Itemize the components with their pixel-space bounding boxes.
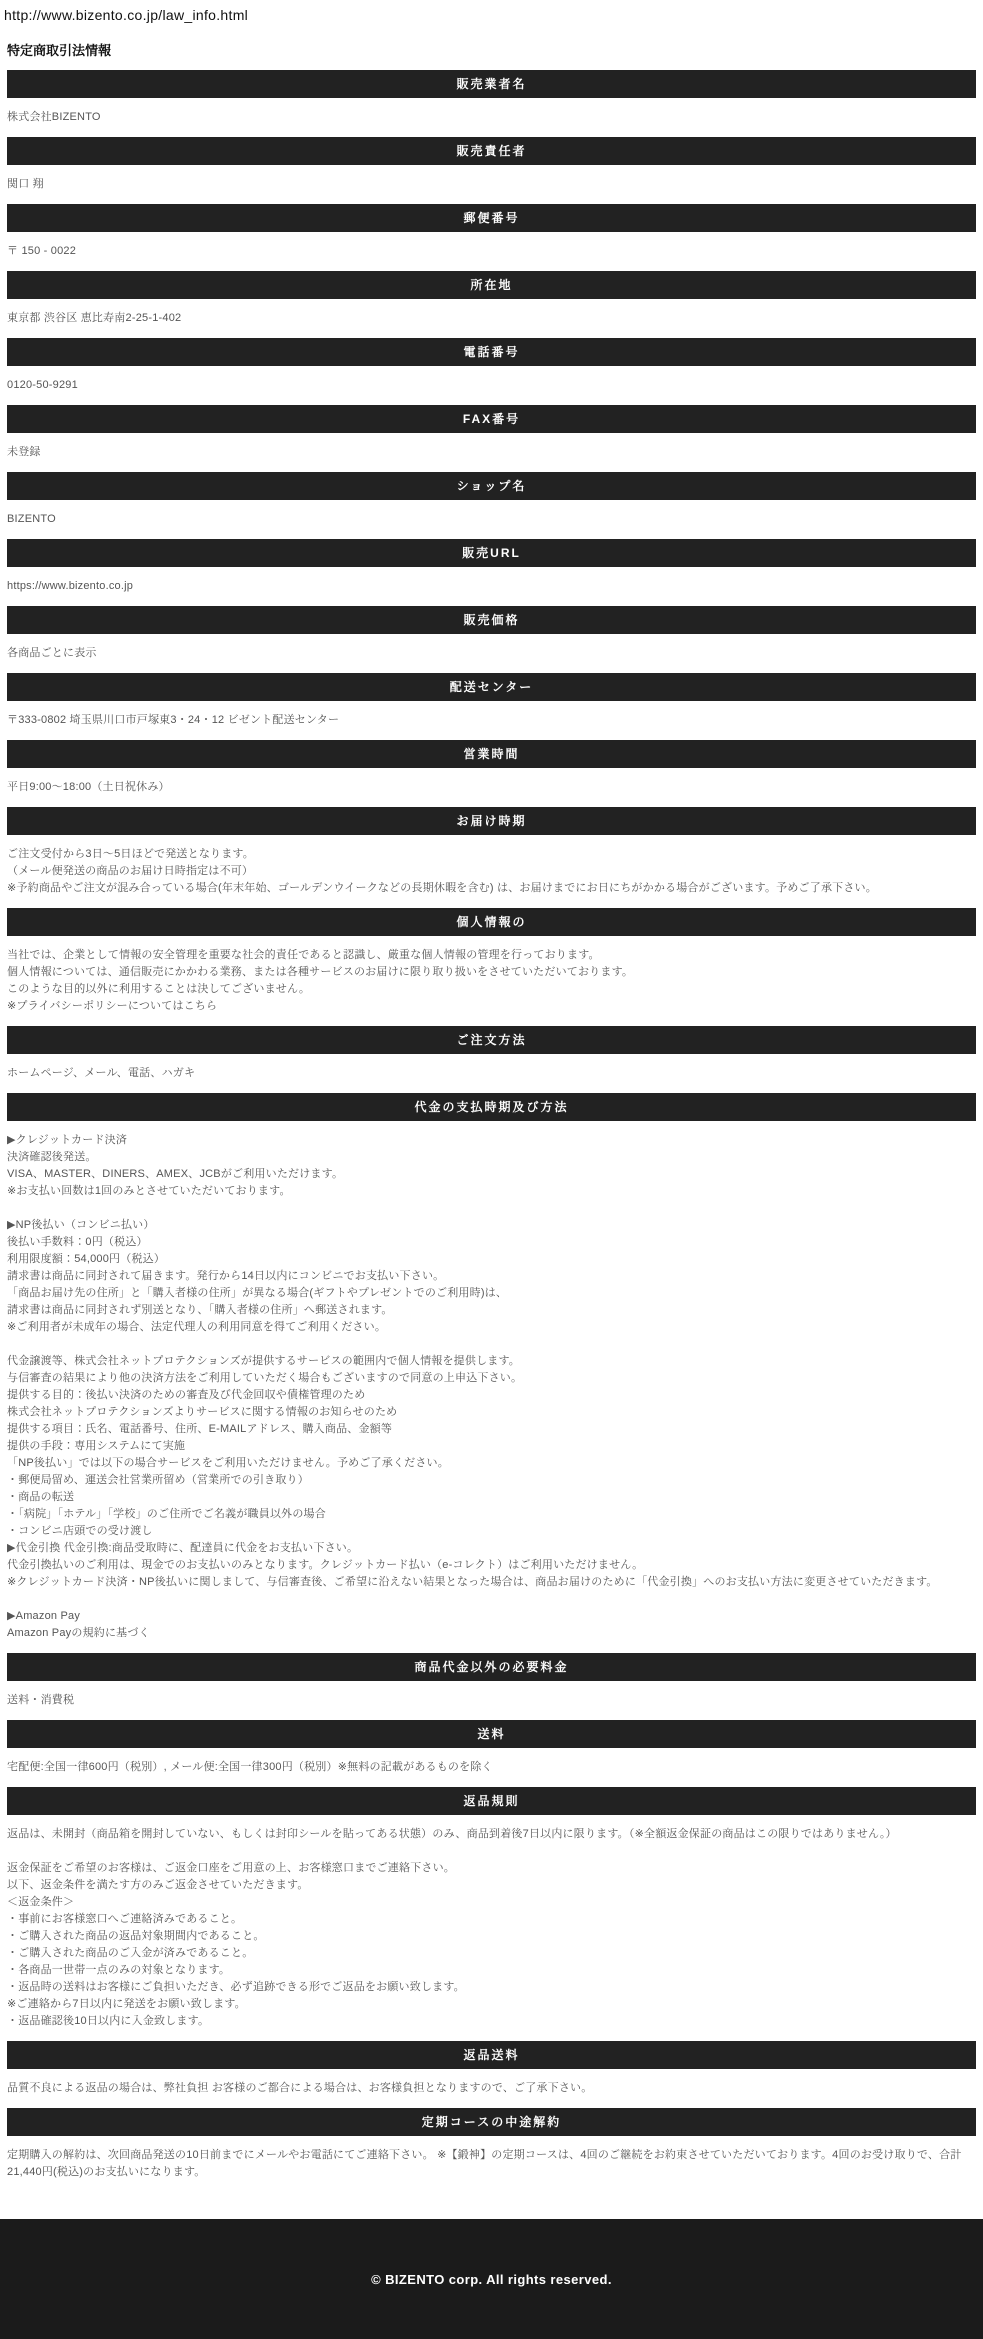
section-text-line: ・事前にお客様窓口へご連絡済みであること。 xyxy=(7,1913,243,1925)
section-text-line: ※プライバシーポリシーについてはこちら xyxy=(7,1000,218,1012)
section-text-line: ホームページ、メール、電話、ハガキ xyxy=(7,1067,196,1079)
section-text-line: 請求書は商品に同封されず別送となり、「購入者様の住所」へ郵送されます。 xyxy=(7,1304,393,1316)
section-header: ご注文方法 xyxy=(7,1026,976,1054)
section-text-line: 以下、返金条件を満たす方のみご返金させていただきます。 xyxy=(7,1879,309,1891)
section-text-line: 平日9:00〜18:00（土日祝休み） xyxy=(7,781,170,793)
section-text-line: Amazon Payの規約に基づく xyxy=(7,1627,150,1639)
section-text-line: ・各商品一世帯一点のみの対象となります。 xyxy=(7,1964,231,1976)
section-body xyxy=(7,310,976,327)
section-text-line: 宅配便:全国一律600円（税別）, メール便:全国一律300円（税別）※無料の記載があるものを除く xyxy=(7,1761,493,1773)
section-text-line: 利用限度額：54,000円（税込） xyxy=(7,1253,166,1265)
section-header: 販売責任者 xyxy=(7,137,976,165)
section-text-line: 請求書は商品に同封されて届きます。発行から14日以内にコンビニでお支払い下さい。 xyxy=(7,1270,445,1282)
section-text-line: ・返品時の送料はお客様にご負担いただき、必ず追跡できる形でご返品をお願い致します。 xyxy=(7,1981,465,1993)
section-text-line: 提供の手段：専用システムにて実施 xyxy=(7,1440,186,1452)
section-header: 販売業者名 xyxy=(7,70,976,98)
section-text-line: ▶クレジットカード決済 xyxy=(7,1134,128,1146)
section-header: 営業時間 xyxy=(7,740,976,768)
section-header: ショップ名 xyxy=(7,472,976,500)
section-text-line: 各商品ごとに表示 xyxy=(7,647,97,659)
section-text-line: ▶代金引換 代金引換:商品受取時に、配達員に代金をお支払い下さい。 xyxy=(7,1542,359,1554)
section-header: 返品規則 xyxy=(7,1787,976,1815)
section-text-line: 定期購入の解約は、次回商品発送の10日前までにメールやお電話にてご連絡下さい。 ※【鍛神】の定期コースは、4回のご継続をお約束させていただいております。4回のお受け取りで、合計21,440円(税込)のお支払いになります。 xyxy=(7,2149,962,2178)
section-body xyxy=(7,1692,976,1709)
section-header: 送料 xyxy=(7,1720,976,1748)
section-header: 所在地 xyxy=(7,271,976,299)
section-text-line: 個人情報については、通信販売にかかわる業務、または各種サービスのお届けに限り取り扱いをさせていただいております。 xyxy=(7,966,634,978)
section-header: 郵便番号 xyxy=(7,204,976,232)
section-header: 配送センター xyxy=(7,673,976,701)
section-header: 返品送料 xyxy=(7,2041,976,2069)
section-text-line: 株式会社ネットプロテクションズよりサービスに関する情報のお知らせのため xyxy=(7,1406,398,1418)
section-body xyxy=(7,578,976,595)
section-body xyxy=(7,109,976,126)
section-body xyxy=(7,511,976,528)
section-text-line: 提供する目的：後払い決済のための審査及び代金回収や債権管理のため xyxy=(7,1389,366,1401)
section-text-line: ※お支払い回数は1回のみとさせていただいております。 xyxy=(7,1185,291,1197)
section-text-line: ※予約商品やご注文が混み合っている場合(年末年始、ゴールデンウイークなどの長期休暇を含む) は、お届けまでにお日にちがかかる場合がございます。予めご了承下さい。 xyxy=(7,882,877,894)
section-body xyxy=(7,712,976,729)
section-text-line: 品質不良による返品の場合は、弊社負担 お客様のご都合による場合は、お客様負担となりますので、ご了承下さい。 xyxy=(7,2082,593,2094)
section-text-line: 送料・消費税 xyxy=(7,1694,75,1706)
section-text-line: ・郵便局留め、運送会社営業所留め（営業所での引き取り） xyxy=(7,1474,309,1486)
section-text-line: ※クレジットカード決済・NP後払いに関しまして、与信審査後、ご希望に沿えない結果となった場合は、商品お届けのために「代金引換」へのお支払い方法に変更させていただきます。 xyxy=(7,1576,938,1588)
section-text-line: 返金保証をご希望のお客様は、ご返金口座をご用意の上、お客様窓口までご連絡下さい。 xyxy=(7,1862,455,1874)
section-text-line xyxy=(7,1200,976,1217)
page-title: 特定商取引法情報 xyxy=(7,43,112,58)
section-text-line xyxy=(7,1591,976,1608)
section-text-line: 〒 150 - 0022 xyxy=(7,245,77,257)
law-info-sections xyxy=(7,70,976,2181)
section-text-line: ・「病院」「ホテル」「学校」のご住所でご名義が職員以外の場合 xyxy=(7,1508,326,1520)
section-text-line: ・ご購入された商品のご入金が済みであること。 xyxy=(7,1947,254,1959)
section-text-line: ・返品確認後10日以内に入金致します。 xyxy=(7,2015,210,2027)
section-text-line: 株式会社BIZENTO xyxy=(7,111,101,123)
section-text-line: 〒333-0802 埼玉県川口市戸塚東3・24・12 ビゼント配送センター xyxy=(7,714,340,726)
section-text-line: 後払い手数料：0円（税込） xyxy=(7,1236,148,1248)
section-text-line: 代金引換払いのご利用は、現金でのお支払いのみとなります。クレジットカード払い（e-コレクト）はご利用いただけません。 xyxy=(7,1559,644,1571)
section-text-line: 決済確認後発送。 xyxy=(7,1151,97,1163)
section-body xyxy=(7,377,976,394)
section-text-line: 提供する項目：氏名、電話番号、住所、E-MAILアドレス、購入商品、金額等 xyxy=(7,1423,393,1435)
section-text-line: 「商品お届け先の住所」と「購入者様の住所」が異なる場合(ギフトやプレゼントでのご利用時)は、 xyxy=(7,1287,508,1299)
section-text-line: ・商品の転送 xyxy=(7,1491,75,1503)
section-header: 販売URL xyxy=(7,539,976,567)
section-text-line: 代金譲渡等、株式会社ネットプロテクションズが提供するサービスの範囲内で個人情報を提供します。 xyxy=(7,1355,520,1367)
section-body xyxy=(7,176,976,193)
footer xyxy=(0,2219,983,2339)
section-text-line xyxy=(7,1336,976,1353)
captured-page-url: http://www.bizento.co.jp/law_info.html xyxy=(4,7,249,23)
section-text-line: （メール便発送の商品のお届け日時指定は不可） xyxy=(7,865,254,877)
section-text-line: 東京都 渋谷区 恵比寿南2-25-1-402 xyxy=(7,312,182,324)
section-header: お届け時期 xyxy=(7,807,976,835)
section-header: 商品代金以外の必要料金 xyxy=(7,1653,976,1681)
section-text-line: BIZENTO xyxy=(7,513,56,525)
section-text-line: 当社では、企業として情報の安全管理を重要な社会的責任であると認識し、厳重な個人情報の管理を行っております。 xyxy=(7,949,600,961)
section-text-line: https://www.bizento.co.jp xyxy=(7,580,134,592)
section-text-line: ※ご連絡から7日以内に発送をお願い致します。 xyxy=(7,1998,246,2010)
section-body xyxy=(7,444,976,461)
section-text-line: 返品は、未開封（商品箱を開封していない、もしくは封印シールを貼ってある状態）のみ、商品到着後7日以内に限ります。（※全額返金保証の商品はこの限りではありません。） xyxy=(7,1828,897,1840)
section-body xyxy=(7,243,976,260)
section-text-line: このような目的以外に利用することは決してございません。 xyxy=(7,983,311,995)
section-body xyxy=(7,846,976,897)
section-text-line: ＜返金条件＞ xyxy=(7,1896,75,1908)
section-text-line: 「NP後払い」では以下の場合サービスをご利用いただけません。予めご了承ください。 xyxy=(7,1457,449,1469)
section-header: 個人情報の xyxy=(7,908,976,936)
section-text-line: ▶NP後払い（コンビニ払い） xyxy=(7,1219,155,1231)
section-body xyxy=(7,645,976,662)
section-body xyxy=(7,2147,976,2181)
section-body xyxy=(7,1826,976,2030)
section-header: 販売価格 xyxy=(7,606,976,634)
section-header: 電話番号 xyxy=(7,338,976,366)
section-text-line: ご注文受付から3日〜5日ほどで発送となります。 xyxy=(7,848,254,860)
section-text-line: VISA、MASTER、DINERS、AMEX、JCBがご利用いただけます。 xyxy=(7,1168,344,1180)
section-text-line: ・ご購入された商品の返品対象期間内であること。 xyxy=(7,1930,265,1942)
section-header: FAX番号 xyxy=(7,405,976,433)
section-body xyxy=(7,1759,976,1776)
section-text-line: 未登録 xyxy=(7,446,41,458)
section-body xyxy=(7,1065,976,1082)
section-body xyxy=(7,779,976,796)
section-text-line: ・コンビニ店頭での受け渡し xyxy=(7,1525,153,1537)
section-header: 定期コースの中途解約 xyxy=(7,2108,976,2136)
section-body xyxy=(7,947,976,1015)
law-info-content xyxy=(0,40,983,2181)
section-text-line: 0120-50-9291 xyxy=(7,379,78,391)
section-body xyxy=(7,1132,976,1642)
section-text-line: 与信審査の結果により他の決済方法をご利用していただく場合もございますので同意の上申込下さい。 xyxy=(7,1372,523,1384)
section-text-line: 関口 翔 xyxy=(7,178,44,190)
section-text-line xyxy=(7,1843,976,1860)
copyright-text: © BIZENTO corp. All rights reserved. xyxy=(371,2271,612,2287)
section-text-line: ※ご利用者が未成年の場合、法定代理人の利用同意を得てご利用ください。 xyxy=(7,1321,387,1333)
section-header: 代金の支払時期及び方法 xyxy=(7,1093,976,1121)
section-text-line: ▶Amazon Pay xyxy=(7,1610,81,1622)
section-body xyxy=(7,2080,976,2097)
